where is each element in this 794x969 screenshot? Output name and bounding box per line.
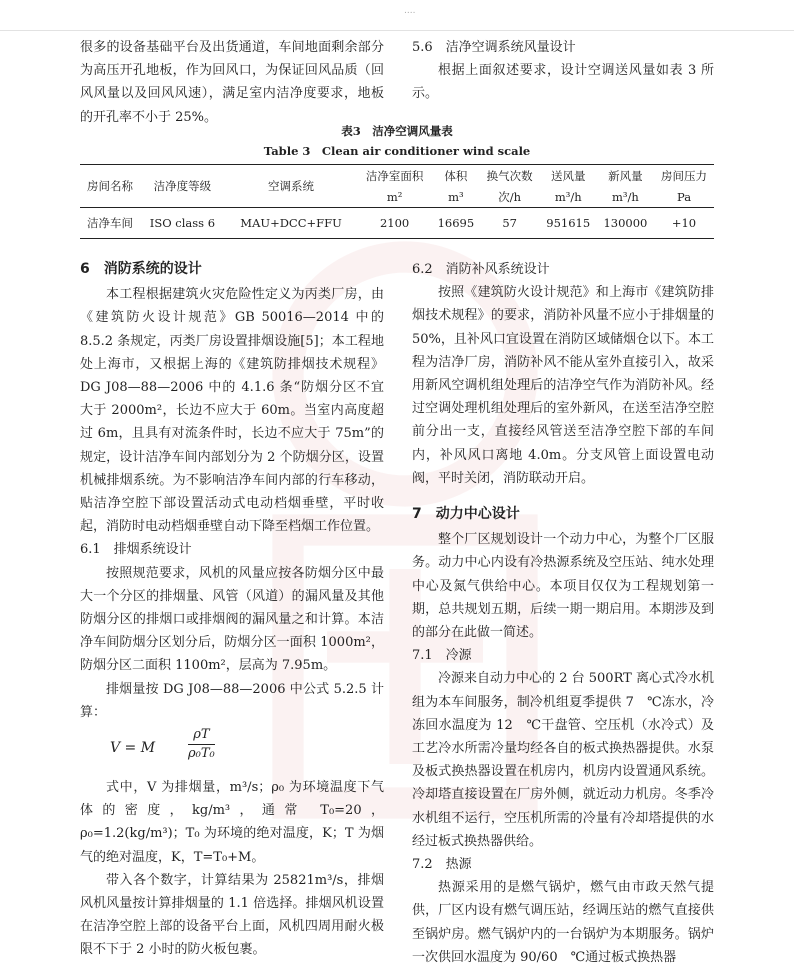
- header-mark: ....: [404, 6, 416, 16]
- section-5-6-heading: 5.6 洁净空调系统风量设计: [412, 40, 576, 55]
- section-6-2-heading: 6.2 消防补风系统设计: [412, 262, 550, 277]
- th-pressure: 房间压力: [654, 165, 714, 187]
- th-system: 空调系统: [225, 165, 357, 208]
- section-6-heading: 6 消防系统的设计: [80, 261, 202, 277]
- page-top-bar: [0, 0, 794, 31]
- right-top-block: [412, 36, 714, 106]
- formula-denominator: ρ₀T₀: [188, 746, 215, 762]
- unit-fresh: m³/h: [597, 186, 654, 208]
- th-ach: 换气次数: [480, 165, 540, 187]
- section-7-2-heading: 7.2 热源: [412, 857, 472, 873]
- cell-supply: 951615: [540, 208, 597, 239]
- section-7-paragraph: 整个厂区规划设计一个动力中心，为整个厂区服务。动力中心内设有冷热源系统及空压站、纯水处理中心及氮气供给中心。本项目仅仅为工程规划第一期，总共规划五期，后续一期一期启用。本期涉及到的部分在此做一简述。: [412, 532, 714, 641]
- right-main-block: [412, 258, 714, 969]
- cell-ach: 57: [480, 208, 540, 239]
- section-6-2-paragraph: 按照《建筑防火设计规范》和上海市《建筑防排烟技术规程》的要求，消防补风量不应小于排烟量的 50%，且补风口宜设置在消防区域储烟仓以下。本工程为洁净厂房，消防补风不能从室外直接引入，故采用新风空调机组处理后的洁净空气作为消防补风。经过空调处理机组处理后的室外新风，在送至洁净空腔前分出一支，直接经风管送至洁净空腔下部的车间内，补风风口离地 4.0m。分支风管上面设置电动阀，平时关闭，消防联动开启。: [412, 285, 714, 486]
- left-top-paragraph: 很多的设备基础平台及出货通道，车间地面剩余部分为高压开孔地板，作为回风口，为保证回风品质（回风风量以及回风风速），满足室内洁净度要求，地板的开孔率不小于 25%。: [80, 40, 384, 125]
- cell-system: MAU+DCC+FFU: [225, 208, 357, 239]
- cell-fresh: 130000: [597, 208, 654, 239]
- th-supply: 送风量: [540, 165, 597, 187]
- th-area: 洁净室面积: [357, 165, 432, 187]
- table-caption-en: Table 3 Clean air conditioner wind scale: [263, 144, 531, 158]
- section-6-1-heading: 6.1 排烟系统设计: [80, 542, 192, 558]
- cell-pressure: +10: [654, 208, 714, 239]
- unit-area: m²: [357, 186, 432, 208]
- air-volume-table: [80, 164, 714, 239]
- left-top-block: [80, 36, 384, 129]
- section-5-6-paragraph: 根据上面叙述要求，设计空调送风量如表 3 所示。: [412, 63, 714, 102]
- section-7-heading: 7 动力中心设计: [412, 506, 520, 523]
- cell-volume: 16695: [432, 208, 480, 239]
- section-6-paragraph: 本工程根据建筑火灾危险性定义为丙类厂房，由《建筑防火设计规范》GB 50016—2014 中的 8.5.2 条规定，丙类厂房设置排烟设施[5]；本工程地处上海市，又根据上海的《建筑防排烟技术规程》DG J08—88—2006 中的 4.1.6 条“防烟分区不宜大于 2000m²，长边不应大于 60m。当室内高度超过 6m，且具有对流条件时，长边不应大于 75m”的规定，设计洁净车间内部划分为 2 个防烟分区，设置机械排烟系统。为不影响洁净车间内部的行车移动，贴洁净空腔下部设置活动式电动档烟垂壁，平时收起，消防时电动档烟垂壁自动下降至档烟工作位置。: [80, 287, 384, 535]
- formula-numerator: ρT: [188, 726, 215, 745]
- unit-supply: m³/h: [540, 186, 597, 208]
- th-fresh: 新风量: [597, 165, 654, 187]
- formula-fraction: [188, 726, 215, 763]
- section-6-1-paragraph-d: 带入各个数字，计算结果为 25821m³/s，排烟风机风量按计算排烟量的 1.1 倍选择。排烟风机设置在洁净空腔上部的设备平台上面，风机四周用耐火极限不下于 2 小时的防火板包裹。: [80, 872, 384, 958]
- section-6-1-paragraph-b: 排烟量按 DG J08—88—2006 中公式 5.2.5 计算：: [80, 681, 384, 720]
- section-7-1-paragraph: 冷源来自动力中心的 2 台 500RT 离心式冷水机组为本车间服务，制冷机组夏季提供 7 ℃冻水，冷冻回水温度为 12 ℃干盘管、空压机（水冷式）及工艺冷水所需冷量均经各自的板式换热器提供。水泵及板式换热器设置在机房内，机房内设置通风系统。冷却塔直接设置在厂房外侧，就近动力机房。冬季冷水机组不运行，空压机所需的冷量有冷却塔提供的水经过板式换热器供给。: [412, 671, 714, 849]
- unit-ach: 次/h: [480, 186, 540, 208]
- cell-area: 2100: [357, 208, 432, 239]
- section-6-1-paragraph-c: 式中，V 为排烟量，m³/s；ρ₀ 为环境温度下气体的密度，kg/m³，通常 T₀=20，ρ₀=1.2(kg/m³)；T₀ 为环境的绝对温度，K；T 为烟气的绝对温度，K，T=T₀+M。: [80, 780, 384, 865]
- cell-room: 洁净车间: [80, 208, 140, 239]
- th-room: 房间名称: [80, 165, 140, 208]
- smoke-volume-formula: [80, 724, 384, 776]
- cell-class: ISO class 6: [140, 208, 225, 239]
- section-6-1-paragraph-a: 按照规范要求，风机的风量应按各防烟分区中最大一个分区的排烟量、风管（风道）的漏风量及其他防烟分区的排烟口或排烟阀的漏风量之和计算。本洁净车间防烟分区划分后，防烟分区一面积 1000m²，防烟分区二面积 1100m²，层高为 7.95m。: [80, 565, 384, 674]
- left-main-block: [80, 258, 384, 962]
- unit-pressure: Pa: [654, 186, 714, 208]
- unit-volume: m³: [432, 186, 480, 208]
- section-7-1-heading: 7.1 冷源: [412, 648, 472, 664]
- section-7-2-paragraph: 热源采用的是燃气锅炉，燃气由市政天然气提供，厂区内设有燃气调压站，经调压站的燃气直接供至锅炉房。燃气锅炉内的一台锅炉为本期服务。锅炉一次供回水温度为 90/60 ℃通过板式换热器: [412, 880, 714, 965]
- formula-lhs: V = M: [110, 740, 156, 757]
- th-class: 洁净度等级: [140, 165, 225, 208]
- th-volume: 体积: [432, 165, 480, 187]
- table-caption-cn: 表3 洁净空调风量表: [341, 124, 453, 138]
